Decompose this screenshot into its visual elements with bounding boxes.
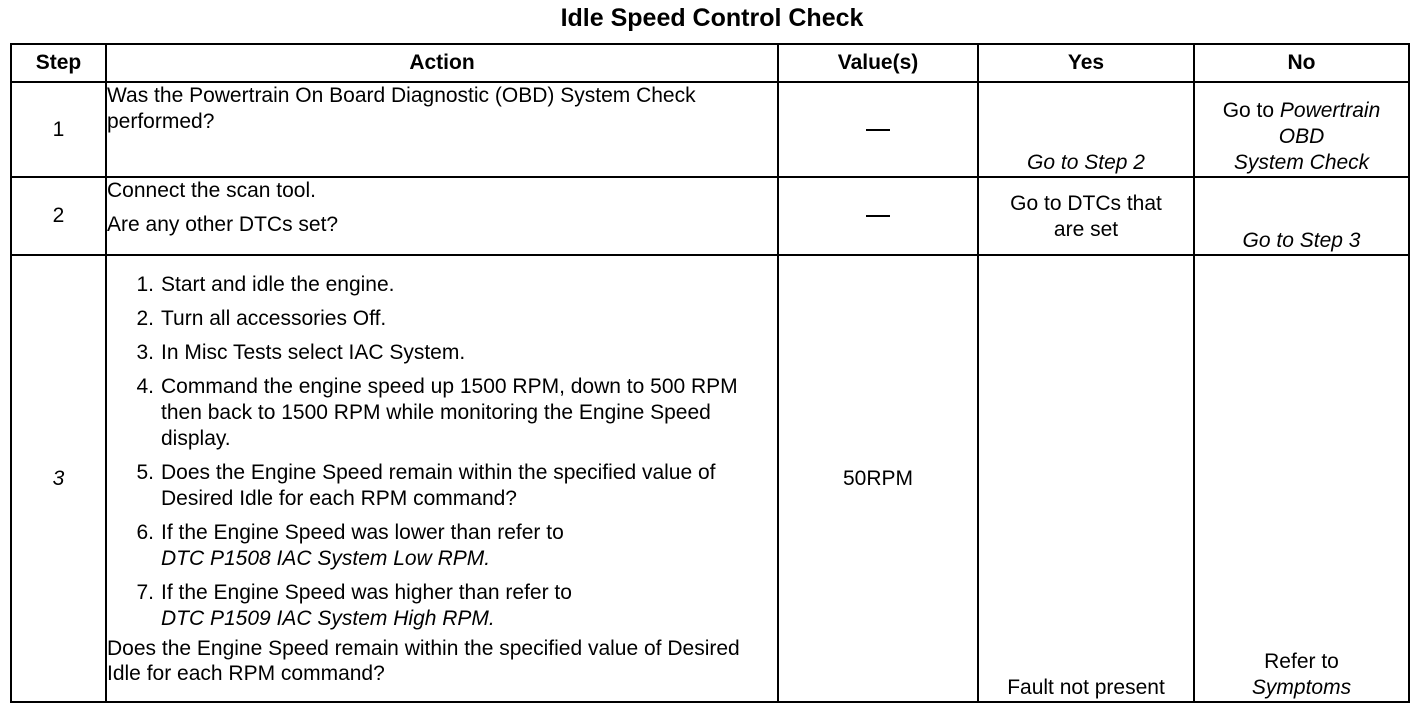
- item-number: 2.: [136, 307, 154, 330]
- value-cell: 50RPM: [778, 255, 978, 702]
- no-cell: [1194, 177, 1409, 255]
- no-link[interactable]: Go to Step 3: [1242, 229, 1361, 252]
- header-values: Value(s): [778, 44, 978, 82]
- symptoms-link[interactable]: Symptoms: [1251, 676, 1352, 699]
- yes-link[interactable]: Go to Step 2: [1027, 151, 1145, 174]
- idle-speed-control-table: [10, 43, 1410, 703]
- action-cell: [106, 255, 778, 702]
- procedure-list: [107, 272, 777, 632]
- step-number: 1: [11, 82, 106, 177]
- item-number: 5.: [136, 461, 154, 484]
- item-text: Does the Engine Speed remain within the specified value of Desired Idle for each RPM command?: [161, 461, 716, 510]
- list-item: [136, 374, 777, 452]
- value-cell: [778, 177, 978, 255]
- action-line: Connect the scan tool.: [107, 179, 316, 202]
- list-item: [136, 306, 777, 332]
- no-link-part-3[interactable]: System Check: [1233, 151, 1370, 174]
- item-text: In Misc Tests select IAC System.: [161, 341, 466, 364]
- no-line-1: [1195, 98, 1408, 124]
- header-row: [11, 44, 1409, 82]
- table-row: [11, 177, 1409, 255]
- list-item: [136, 520, 777, 572]
- item-number: 6.: [136, 521, 154, 544]
- no-cell: [1194, 255, 1409, 702]
- no-text: Refer to: [1264, 650, 1339, 673]
- action-question: Does the Engine Speed remain within the specified value of Desired Idle for each RPM command?: [107, 637, 740, 685]
- action-question: Are any other DTCs set?: [107, 213, 339, 236]
- item-text: Start and idle the engine.: [161, 273, 395, 296]
- item-text: Command the engine speed up 1500 RPM, down to 500 RPM then back to 1500 RPM while monitoring the Engine Speed display.: [161, 375, 738, 450]
- no-link-part-1[interactable]: Powertrain: [1279, 99, 1381, 122]
- step-number: 3: [11, 255, 106, 702]
- item-number: 3.: [136, 341, 154, 364]
- item-text: Turn all accessories Off.: [161, 307, 387, 330]
- dtc-reference-link[interactable]: DTC P1508 IAC System Low RPM.: [161, 547, 491, 570]
- header-yes: Yes: [978, 44, 1194, 82]
- item-number: 1.: [136, 273, 154, 296]
- yes-cell[interactable]: Go to DTCs that are set: [978, 177, 1194, 255]
- yes-cell: Fault not present: [978, 255, 1194, 702]
- list-item: [136, 272, 777, 298]
- item-number: 7.: [136, 581, 154, 604]
- dash-mark: [866, 129, 890, 131]
- value-cell: [778, 82, 978, 177]
- no-cell: [1194, 82, 1409, 177]
- item-text: If the Engine Speed was lower than refer to: [161, 521, 564, 544]
- item-number: 4.: [136, 375, 154, 398]
- page-title: Idle Speed Control Check: [560, 4, 864, 32]
- step-number: 2: [11, 177, 106, 255]
- yes-cell: [978, 82, 1194, 177]
- action-text: Was the Powertrain On Board Diagnostic (OBD) System Check performed?: [106, 82, 778, 177]
- header-step: Step: [11, 44, 106, 82]
- list-item: [136, 580, 777, 632]
- list-item: [136, 460, 777, 512]
- dtc-reference-link[interactable]: DTC P1509 IAC System High RPM.: [161, 607, 495, 630]
- table-row: [11, 82, 1409, 177]
- dash-mark: [866, 215, 890, 217]
- action-cell: [106, 177, 778, 255]
- header-action: Action: [106, 44, 778, 82]
- header-no: No: [1194, 44, 1409, 82]
- no-link-part-2[interactable]: OBD: [1278, 125, 1325, 148]
- no-prefix: Go to: [1222, 99, 1275, 122]
- item-text: If the Engine Speed was higher than refer to: [161, 581, 572, 604]
- table-row: [11, 255, 1409, 702]
- list-item: [136, 340, 777, 366]
